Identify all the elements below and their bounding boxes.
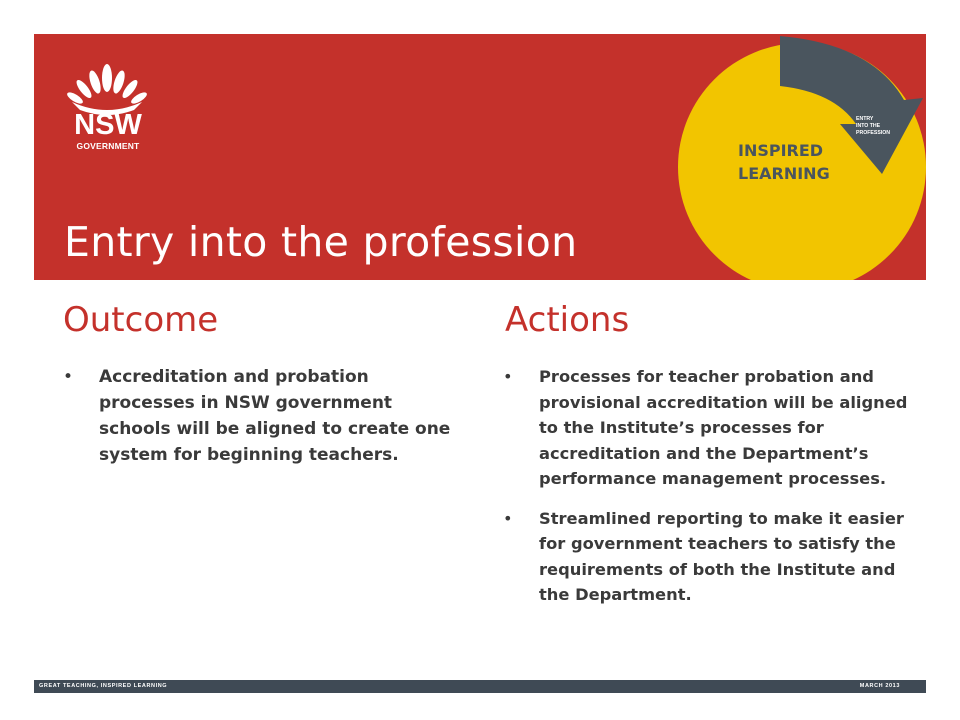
wheel-label-line-2: LEARNING bbox=[738, 164, 830, 183]
footer-date: MARCH 2013 bbox=[859, 683, 900, 689]
inspired-learning-wheel bbox=[634, 34, 926, 280]
actions-bullet: • Streamlined reporting to make it easier for government teachers to satisfy the requirements of both the Institute and the Department. bbox=[503, 506, 915, 608]
actions-heading: Actions bbox=[505, 300, 630, 340]
wheel-label-line-1: INSPIRED bbox=[738, 141, 824, 160]
logo-wordmark bbox=[66, 110, 150, 151]
outcome-heading: Outcome bbox=[63, 300, 219, 340]
logo-government-text: GOVERNMENT bbox=[76, 141, 140, 151]
arrow-label-line-2: INTO THE bbox=[856, 123, 881, 129]
footer-bar bbox=[34, 680, 926, 693]
page-title: Entry into the profession bbox=[64, 218, 578, 266]
actions-list bbox=[503, 364, 915, 622]
title-banner bbox=[34, 34, 926, 280]
arrow-label-line-1: ENTRY bbox=[856, 116, 874, 122]
outcome-bullet: • Accreditation and probation processes in NSW government schools will be aligned to create one system for beginning teachers. bbox=[63, 364, 463, 468]
actions-bullet: • Processes for teacher probation and provisional accreditation will be aligned to the Institute’s processes for accreditation and the Department’s performance management processes. bbox=[503, 364, 915, 492]
footer-tagline: GREAT TEACHING, INSPIRED LEARNING bbox=[39, 683, 168, 689]
logo-nsw-text: NSW bbox=[74, 109, 142, 141]
outcome-list bbox=[63, 364, 463, 468]
arrow-label-line-3: PROFESSION bbox=[856, 130, 891, 136]
